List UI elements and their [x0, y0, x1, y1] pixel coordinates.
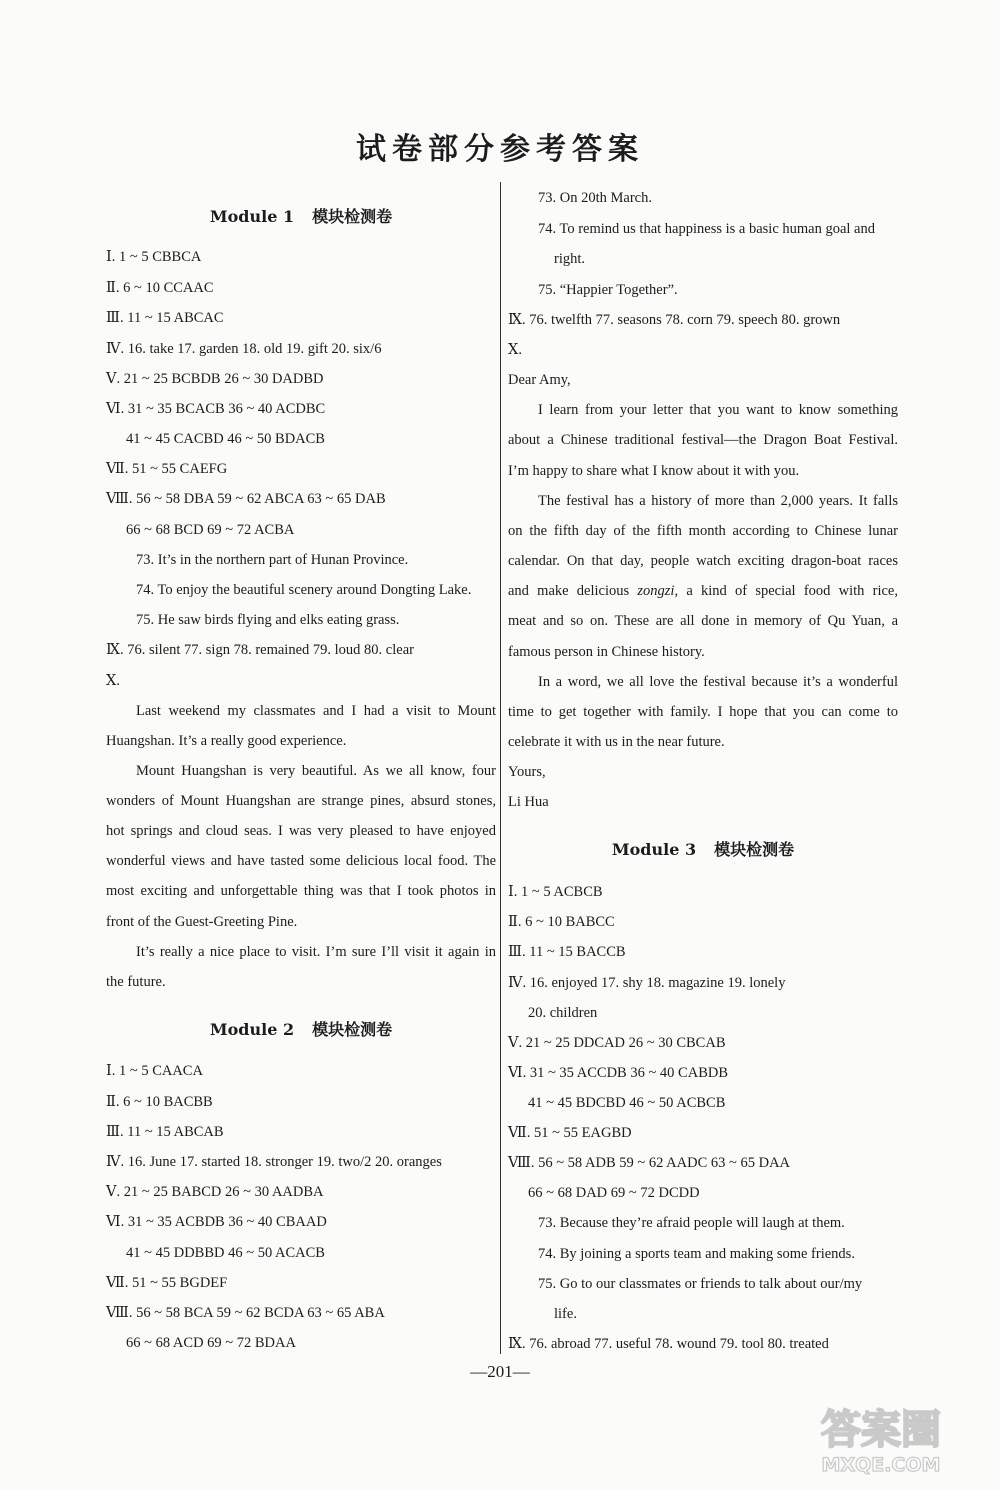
answer-line: Ⅵ. 31 ~ 35 ACBDB 36 ~ 40 CBAAD: [106, 1214, 327, 1230]
answer-line: Ⅳ. 16. June 17. started 18. stronger 19. two/2 20. oranges: [106, 1154, 442, 1170]
answer-line: Ⅵ. 31 ~ 35 ACCDB 36 ~ 40 CABDB: [508, 1065, 729, 1081]
essay-line: Last weekend my classmates and I had a visit to Mount: [136, 703, 496, 719]
answer-line: Ⅷ. 56 ~ 58 ADB 59 ~ 62 AADC 63 ~ 65 DAA: [508, 1155, 791, 1171]
answer-line: Ⅱ. 6 ~ 10 BABCC: [508, 914, 615, 930]
answer-line: 41 ~ 45 DDBBD 46 ~ 50 ACACB: [126, 1245, 325, 1261]
answer-line: 75. Go to our classmates or friends to talk about our/my: [538, 1276, 863, 1292]
answer-line: Ⅶ. 51 ~ 55 EAGBD: [508, 1125, 632, 1141]
module2-heading-en: Module 2: [209, 1020, 295, 1039]
letter-line: I learn from your letter that you want to know something: [538, 402, 898, 418]
answer-line: Ⅱ. 6 ~ 10 BACBB: [106, 1094, 213, 1110]
italic-term: zongzi: [637, 583, 675, 599]
answer-line: Ⅰ. 1 ~ 5 CAACA: [106, 1063, 203, 1079]
answer-line: 75. “Happier Together”.: [538, 282, 678, 298]
answer-line: Ⅰ. 1 ~ 5 ACBCB: [508, 884, 603, 900]
answer-line: Ⅳ. 16. take 17. garden 18. old 19. gift 20. six/6: [106, 341, 382, 357]
watermark-subtext: MXQE.COM: [821, 1454, 941, 1476]
module1-heading: [106, 204, 496, 227]
letter-line: celebrate it with us in the near future.: [508, 734, 725, 750]
answer-line: 66 ~ 68 BCD 69 ~ 72 ACBA: [126, 522, 295, 538]
module2-heading-cn: 模块检测卷: [312, 1020, 393, 1039]
column-divider: [500, 182, 501, 1354]
answer-line: Ⅴ. 21 ~ 25 BCBDB 26 ~ 30 DADBD: [106, 371, 324, 387]
answer-line: Ⅷ. 56 ~ 58 BCA 59 ~ 62 BCDA 63 ~ 65 ABA: [106, 1305, 385, 1321]
answer-line: 74. By joining a sports team and making some friends.: [538, 1246, 855, 1262]
essay-line: the future.: [106, 974, 166, 990]
answer-line: Ⅴ. 21 ~ 25 BABCD 26 ~ 30 AADBA: [106, 1184, 324, 1200]
module3-heading-cn: 模块检测卷: [714, 840, 795, 859]
answer-line: Ⅳ. 16. enjoyed 17. shy 18. magazine 19. lonely: [508, 975, 786, 991]
letter-line: on the fifth day of the fifth month according to Chinese lunar: [508, 523, 898, 539]
answer-line: 75. He saw birds flying and elks eating grass.: [136, 612, 400, 628]
answer-line: 73. On 20th March.: [538, 190, 652, 206]
letter-line: and make delicious zongzi, a kind of special food with rice,: [508, 583, 898, 599]
letter-line: In a word, we all love the festival because it’s a wonderful: [538, 674, 898, 690]
answer-line: Ⅲ. 11 ~ 15 ABCAC: [106, 310, 224, 326]
essay-line: It’s really a nice place to visit. I’m sure I’ll visit it again in: [136, 944, 496, 960]
letter-greeting: Dear Amy,: [508, 372, 571, 388]
answer-line: Ⅶ. 51 ~ 55 CAEFG: [106, 461, 228, 477]
module3-heading-en: Module 3: [611, 840, 697, 859]
answer-line: Ⅰ. 1 ~ 5 CBBCA: [106, 249, 202, 265]
answer-line: Ⅹ.: [508, 342, 522, 358]
answer-line: 73. It’s in the northern part of Hunan Province.: [136, 552, 409, 568]
answer-line: Ⅹ.: [106, 673, 120, 689]
answer-line: Ⅸ. 76. abroad 77. useful 78. wound 79. tool 80. treated: [508, 1336, 829, 1352]
essay-line: wonderful views and have tasted some delicious local food. The: [106, 853, 496, 869]
answer-line: Ⅲ. 11 ~ 15 ABCAB: [106, 1124, 224, 1140]
answer-line: Ⅴ. 21 ~ 25 DDCAD 26 ~ 30 CBCAB: [508, 1035, 726, 1051]
module3-heading: [508, 837, 898, 860]
answer-line: Ⅷ. 56 ~ 58 DBA 59 ~ 62 ABCA 63 ~ 65 DAB: [106, 491, 386, 507]
letter-line: about a Chinese traditional festival—the Dragon Boat Festival.: [508, 432, 898, 448]
answer-line: Ⅲ. 11 ~ 15 BACCB: [508, 944, 626, 960]
answer-line: 20. children: [528, 1005, 598, 1021]
answer-line: 74. To enjoy the beautiful scenery around Dongting Lake.: [136, 582, 472, 598]
watermark-graphic: [786, 1395, 976, 1477]
letter-line: meat and so on. These are all done in memory of Qu Yuan, a: [508, 613, 898, 629]
answer-line: 73. Because they’re afraid people will laugh at them.: [538, 1215, 845, 1231]
page-title: 试卷部分参考答案: [356, 132, 644, 167]
answer-line: Ⅱ. 6 ~ 10 CCAAC: [106, 280, 214, 296]
letter-line: The festival has a history of more than 2,000 years. It falls: [538, 493, 898, 509]
page-number: —201—: [470, 1362, 530, 1381]
essay-line: wonders of Mount Huangshan are strange pines, absurd stones,: [106, 793, 496, 809]
answer-line: right.: [554, 251, 586, 267]
letter-line: calendar. On that day, people watch exciting dragon-boat races: [508, 553, 898, 569]
answer-line: 66 ~ 68 ACD 69 ~ 72 BDAA: [126, 1335, 296, 1351]
watermark-text: 答案圈: [821, 1407, 941, 1453]
watermark-logo: [786, 1395, 976, 1477]
letter-closing: Yours,: [508, 764, 546, 780]
answer-line: Ⅵ. 31 ~ 35 BCACB 36 ~ 40 ACDBC: [106, 401, 326, 417]
answer-line: 41 ~ 45 CACBD 46 ~ 50 BDACB: [126, 431, 325, 447]
answer-line: Ⅸ. 76. twelfth 77. seasons 78. corn 79. speech 80. grown: [508, 312, 841, 328]
essay-line: hot springs and cloud seas. I was very pleased to have enjoyed: [106, 823, 496, 839]
essay-line: Mount Huangshan is very beautiful. As we all know, four: [136, 763, 496, 779]
module2-heading: [106, 1017, 496, 1040]
answer-line: 74. To remind us that happiness is a basic human goal and: [538, 221, 875, 237]
essay-line: most exciting and unforgettable thing was that I took photos in: [106, 883, 496, 899]
letter-line: famous person in Chinese history.: [508, 644, 705, 660]
essay-line: Huangshan. It’s a really good experience.: [106, 733, 347, 749]
module1-heading-en: Module 1: [209, 207, 295, 226]
answer-line: 66 ~ 68 DAD 69 ~ 72 DCDD: [528, 1185, 700, 1201]
answer-line: Ⅸ. 76. silent 77. sign 78. remained 79. loud 80. clear: [106, 642, 414, 658]
answer-line: Ⅶ. 51 ~ 55 BGDEF: [106, 1275, 228, 1291]
answer-line: life.: [554, 1306, 577, 1322]
letter-line: I’m happy to share what I know about it with you.: [508, 463, 800, 479]
module1-heading-cn: 模块检测卷: [312, 207, 393, 226]
essay-line: front of the Guest-Greeting Pine.: [106, 914, 298, 930]
letter-signature: Li Hua: [508, 794, 549, 810]
letter-line: time to get together with family. I hope that you can come to: [508, 704, 898, 720]
answer-line: 41 ~ 45 BDCBD 46 ~ 50 ACBCB: [528, 1095, 726, 1111]
